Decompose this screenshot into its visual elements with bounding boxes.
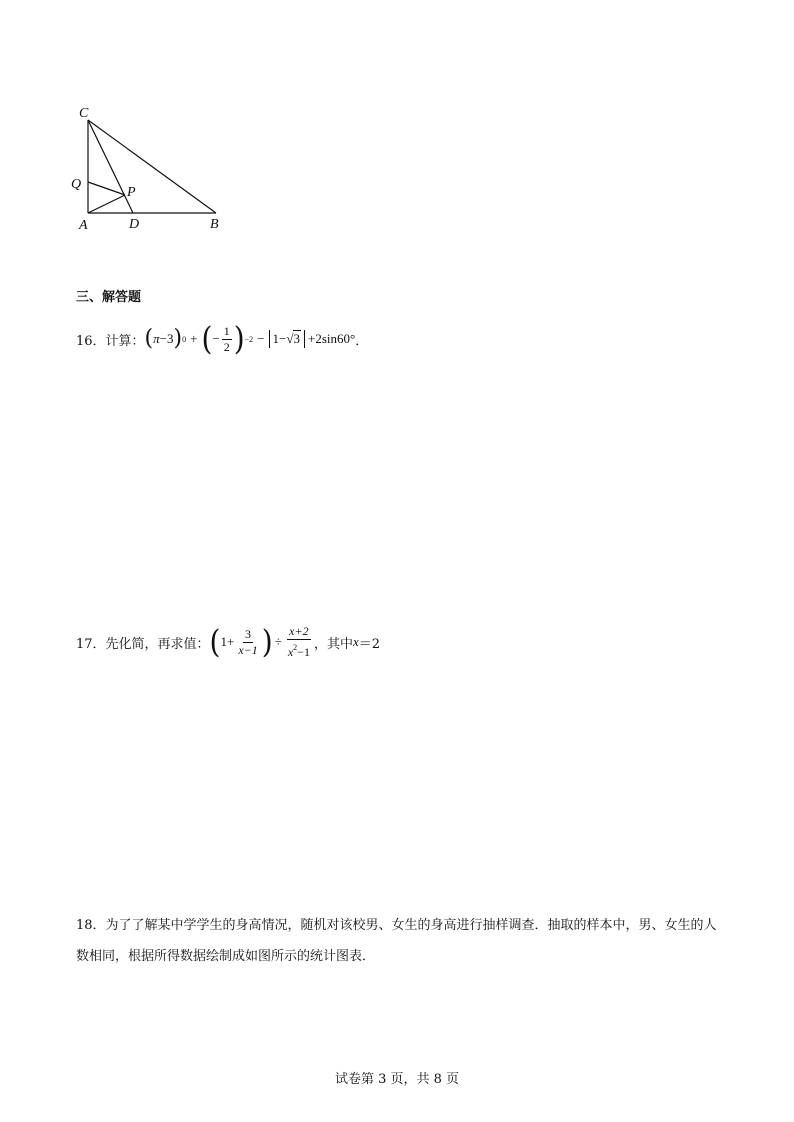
sqrt-icon: √ <box>286 331 294 346</box>
segment-cb <box>88 120 216 213</box>
fraction-numerator: 1 <box>223 323 230 338</box>
minus-sign: − <box>257 331 265 346</box>
sqrt-value: 3 <box>293 331 300 346</box>
label-c: C <box>79 106 89 121</box>
minus-three: −3 <box>159 331 174 346</box>
question-16 <box>76 319 369 358</box>
paren-close-large: ) <box>261 622 273 661</box>
paren-close: ) <box>173 326 183 351</box>
abs-one: 1− <box>272 331 287 346</box>
paren-open: ( <box>144 326 154 351</box>
plus-sign: + <box>190 331 198 346</box>
equals-value: ＝2 <box>358 636 381 652</box>
fraction-one-half <box>222 324 232 355</box>
question-18: 18．为了了解某中学学生的身高情况，随机对该校男、女生的身高进行抽样调查．抽取的样本中，男、女生的人数相同，根据所得数据绘制成如图所示的统计图表． <box>76 918 717 964</box>
fraction-numerator: 3 <box>245 626 252 641</box>
denominator-square: 2 <box>293 643 298 652</box>
variable-x: x <box>352 634 359 649</box>
exponent-zero: 0 <box>182 334 187 344</box>
q17-label: 17．先化简，再求值： <box>76 636 210 652</box>
label-p: P <box>127 185 136 200</box>
q16-end: ． <box>355 333 369 349</box>
paren-close-large: ) <box>233 319 245 358</box>
pi-symbol: π <box>153 331 160 346</box>
fraction-denominator: 2 <box>223 339 230 354</box>
paren-open-large: ( <box>209 622 221 661</box>
exponent-neg-two: −2 <box>244 334 254 344</box>
absolute-value <box>269 330 305 348</box>
sin-term: +2sin60° <box>308 331 356 346</box>
fraction-3-over-x-minus-1 <box>236 627 259 658</box>
one-plus: 1+ <box>220 634 235 649</box>
triangle-figure <box>60 100 260 240</box>
paren-open-large: ( <box>201 319 213 358</box>
q17-comma-text: ，其中 <box>313 636 353 652</box>
label-b: B <box>210 217 219 232</box>
denominator-tail: −1 <box>297 645 310 659</box>
fraction-denominator: x−1 <box>238 642 258 657</box>
label-q: Q <box>71 177 82 192</box>
denominator-x: x <box>287 645 294 659</box>
segment-ap <box>88 195 125 213</box>
section-title: 三、解答题 <box>76 290 142 305</box>
question-17 <box>76 620 380 664</box>
fraction-x-plus-2-over-x2-minus-1 <box>286 624 312 660</box>
label-d: D <box>129 217 140 232</box>
label-a: A <box>79 218 88 233</box>
fraction-numerator: x+2 <box>289 624 309 638</box>
q16-label: 16．计算： <box>76 333 145 349</box>
fraction-denominator <box>286 640 312 660</box>
page-footer: 试卷第 3 页，共 8 页 <box>334 1072 460 1087</box>
negative-sign: − <box>212 331 220 346</box>
divide-sign: ÷ <box>274 634 282 649</box>
